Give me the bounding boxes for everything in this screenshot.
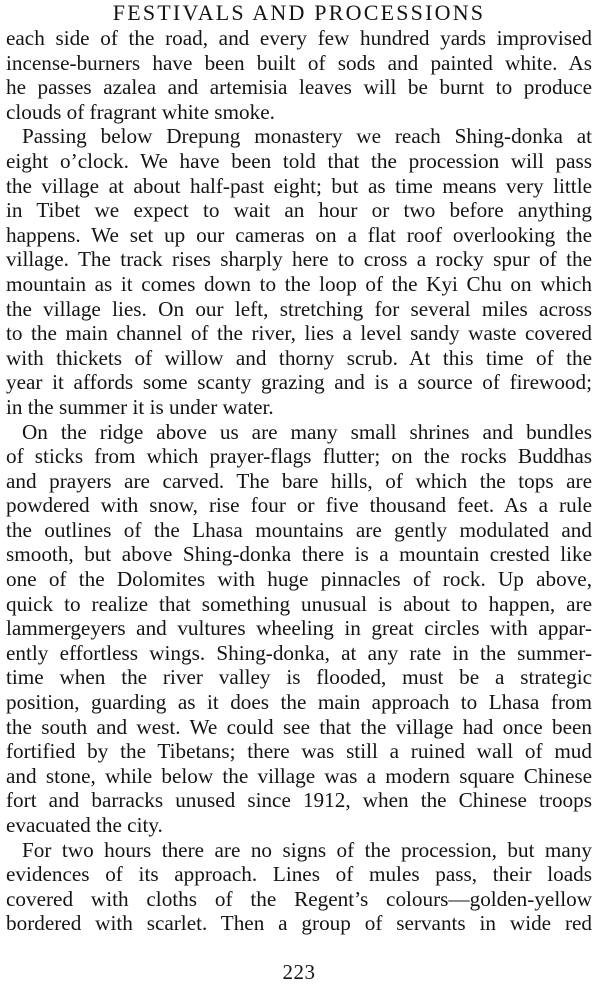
paragraph-1 <box>6 26 592 124</box>
text-line: the south and west. We could see that the village had once been <box>6 714 592 739</box>
text-line: smooth, but above Shing-donka there is a mountain crested like <box>6 542 592 567</box>
text-line: of sticks from which prayer-flags flutter; on the rocks Buddhas <box>6 444 592 469</box>
text-line: and prayers are carved. The bare hills, of which the tops are <box>6 468 592 493</box>
text-line: the village at about half-past eight; but as time means very little <box>6 173 592 198</box>
text-line: lammergeyers and vultures wheeling in great circles with appar- <box>6 616 592 641</box>
text-line: ently effortless wings. Shing-donka, at any rate in the summer- <box>6 640 592 665</box>
text-line: year it affords some scanty grazing and is a source of firewood; <box>6 370 592 395</box>
text-line: evacuated the city. <box>6 813 163 837</box>
text-line: incense-burners have been built of sods and painted white. As <box>6 50 592 75</box>
text-line: Passing below Drepung monastery we reach Shing-donka at <box>22 124 592 149</box>
text-line: the village lies. On our left, stretching for several miles across <box>6 296 592 321</box>
text-line: fortified by the Tibetans; there was still a ruined wall of mud <box>6 739 592 764</box>
book-page <box>6 0 592 995</box>
text-line: clouds of fragrant white smoke. <box>6 99 275 124</box>
paragraph-3 <box>6 420 592 838</box>
text-line: happens. We set up our cameras on a flat roof overlooking the <box>6 222 592 247</box>
text-line: one of the Dolomites with huge pinnacles of rock. Up above, <box>6 567 592 592</box>
text-line: to the main channel of the river, lies a level sandy waste covered <box>6 321 592 346</box>
body-text <box>6 26 592 936</box>
text-line: in the summer it is under water. <box>6 394 274 419</box>
text-line: position, guarding as it does the main approach to Lhasa from <box>6 690 592 715</box>
text-line: time when the river valley is flooded, must be a strategic <box>6 665 592 690</box>
text-line: the outlines of the Lhasa mountains are gently modulated and <box>6 517 592 542</box>
text-line: village. The track rises sharply here to cross a rocky spur of the <box>6 247 592 272</box>
paragraph-2 <box>6 124 592 419</box>
paragraph-4 <box>6 838 592 936</box>
text-line: he passes azalea and artemisia leaves will be burnt to produce <box>6 75 592 100</box>
text-line: evidences of its approach. Lines of mules pass, their loads <box>6 862 592 887</box>
text-line: each side of the road, and every few hundred yards improvised <box>6 26 592 50</box>
text-line: eight o’clock. We have been told that the procession will pass <box>6 148 592 173</box>
text-line: bordered with scarlet. Then a group of servants in wide red <box>6 911 592 936</box>
text-line: mountain as it comes down to the loop of the Kyi Chu on which <box>6 271 592 296</box>
text-line: For two hours there are no signs of the procession, but many <box>22 837 592 862</box>
text-line: and stone, while below the village was a modern square Chinese <box>6 763 592 788</box>
text-line: covered with cloths of the Regent’s colours—golden-yellow <box>6 886 592 911</box>
text-line: quick to realize that something unusual is about to happen, are <box>6 591 592 616</box>
text-line: powdered with snow, rise four or five thousand feet. As a rule <box>6 493 592 518</box>
text-line: with thickets of willow and thorny scrub. At this time of the <box>6 345 592 370</box>
text-line: in Tibet we expect to wait an hour or two before anything <box>6 198 592 223</box>
text-line: On the ridge above us are many small shrines and bundles <box>22 419 592 444</box>
text-line: fort and barracks unused since 1912, when the Chinese troops <box>6 788 592 813</box>
page-number: 223 <box>282 960 316 984</box>
running-head: FESTIVALS AND PROCESSIONS <box>112 0 486 25</box>
